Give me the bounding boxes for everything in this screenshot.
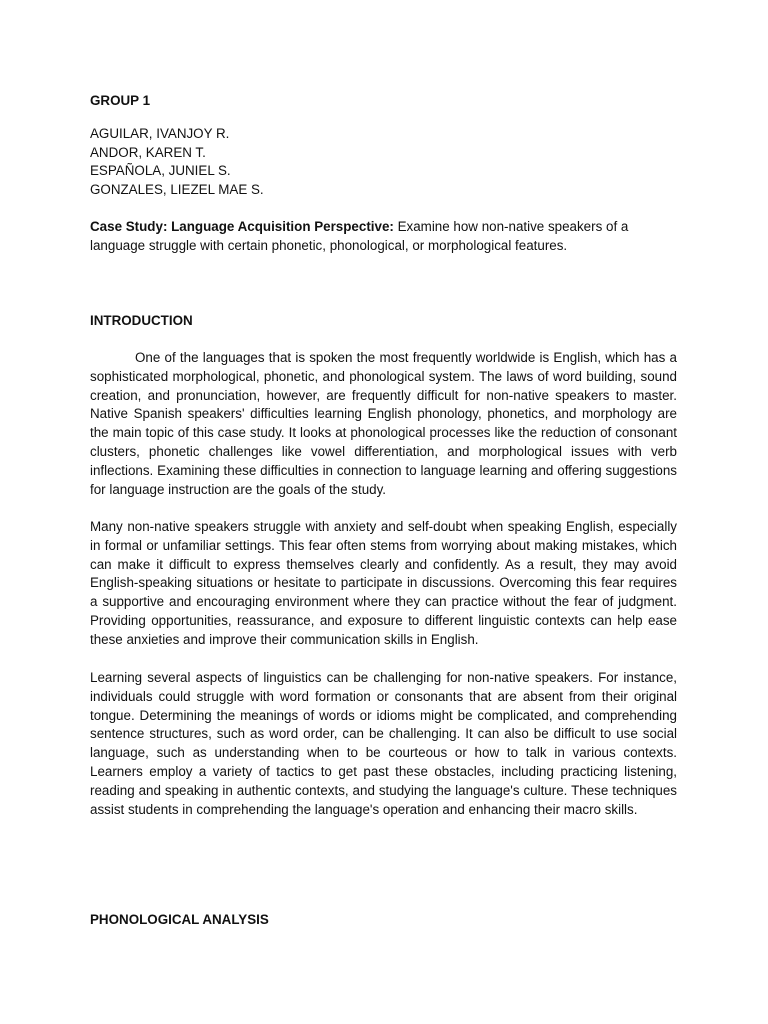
member-name: ANDOR, KAREN T. [90, 144, 206, 160]
member-name: GONZALES, LIEZEL MAE S. [90, 182, 264, 198]
introduction-paragraph-1 [90, 349, 677, 499]
case-study-colon: : [162, 219, 168, 234]
case-study-perspective: Language Acquisition Perspective [167, 219, 390, 234]
case-study-description: Examine how non-native speakers of a language struggle with certain phonetic, phonological, or morphological features. [90, 219, 629, 253]
member-name: AGUILAR, IVANJOY R. [90, 126, 230, 141]
paragraph-text: One of the languages that is spoken the most frequently worldwide is English, which has a sophisticated morphological, phonetic, and phonological system. The laws of word building, sound creation, and pronunciation, however, are frequently difficult for non-native speakers to master. Native Spanish speakers' difficulties learning English phonology, phonetics, and morphology are the main topic of this case study. It looks at phonological processes like the reduction of consonant clusters, phonetic challenges like vowel differentiation, and morphological issues with verb inflections. Examining these difficulties in connection to language learning and offering suggestions for language instruction are the goals of the study. [90, 350, 677, 497]
phonological-analysis-heading: PHONOLOGICAL ANALYSIS [90, 912, 269, 927]
case-study-label: Case Study [90, 219, 163, 234]
member-name: ESPAÑOLA, JUNIEL S. [90, 163, 231, 179]
member-list [90, 125, 690, 200]
case-study-statement [90, 218, 677, 255]
introduction-paragraph-2: Many non-native speakers struggle with anxiety and self-doubt when speaking English, especially in formal or unfamiliar settings. This fear often stems from worrying about making mistakes, which can make it difficult to express themselves clearly and confidently. As a result, they may avoid English-speaking situations or hesitate to participate in discussions. Overcoming this fear requires a supportive and encouraging environment where they can practice without the fear of judgment. Providing opportunities, reassurance, and exposure to different linguistic contexts can help ease these anxieties and improve their communication skills in English. [90, 519, 677, 647]
case-study-colon: : [389, 219, 394, 234]
introduction-heading: INTRODUCTION [90, 313, 193, 328]
group-title: GROUP 1 [90, 93, 151, 108]
introduction-paragraph-3: Learning several aspects of linguistics can be challenging for non-native speakers. For instance, individuals could struggle with word formation or consonants that are absent from their original tongue. Determining the meanings of words or idioms might be complicated, and comprehending sentence structures, such as word order, can be challenging. It can also be difficult to use social language, such as understanding when to be courteous or how to talk in various contexts. Learners employ a variety of tactics to get past these obstacles, including practicing listening, reading and speaking in authentic contexts, and studying the language's culture. These techniques assist students in comprehending the language's operation and enhancing their macro skills. [90, 670, 677, 817]
